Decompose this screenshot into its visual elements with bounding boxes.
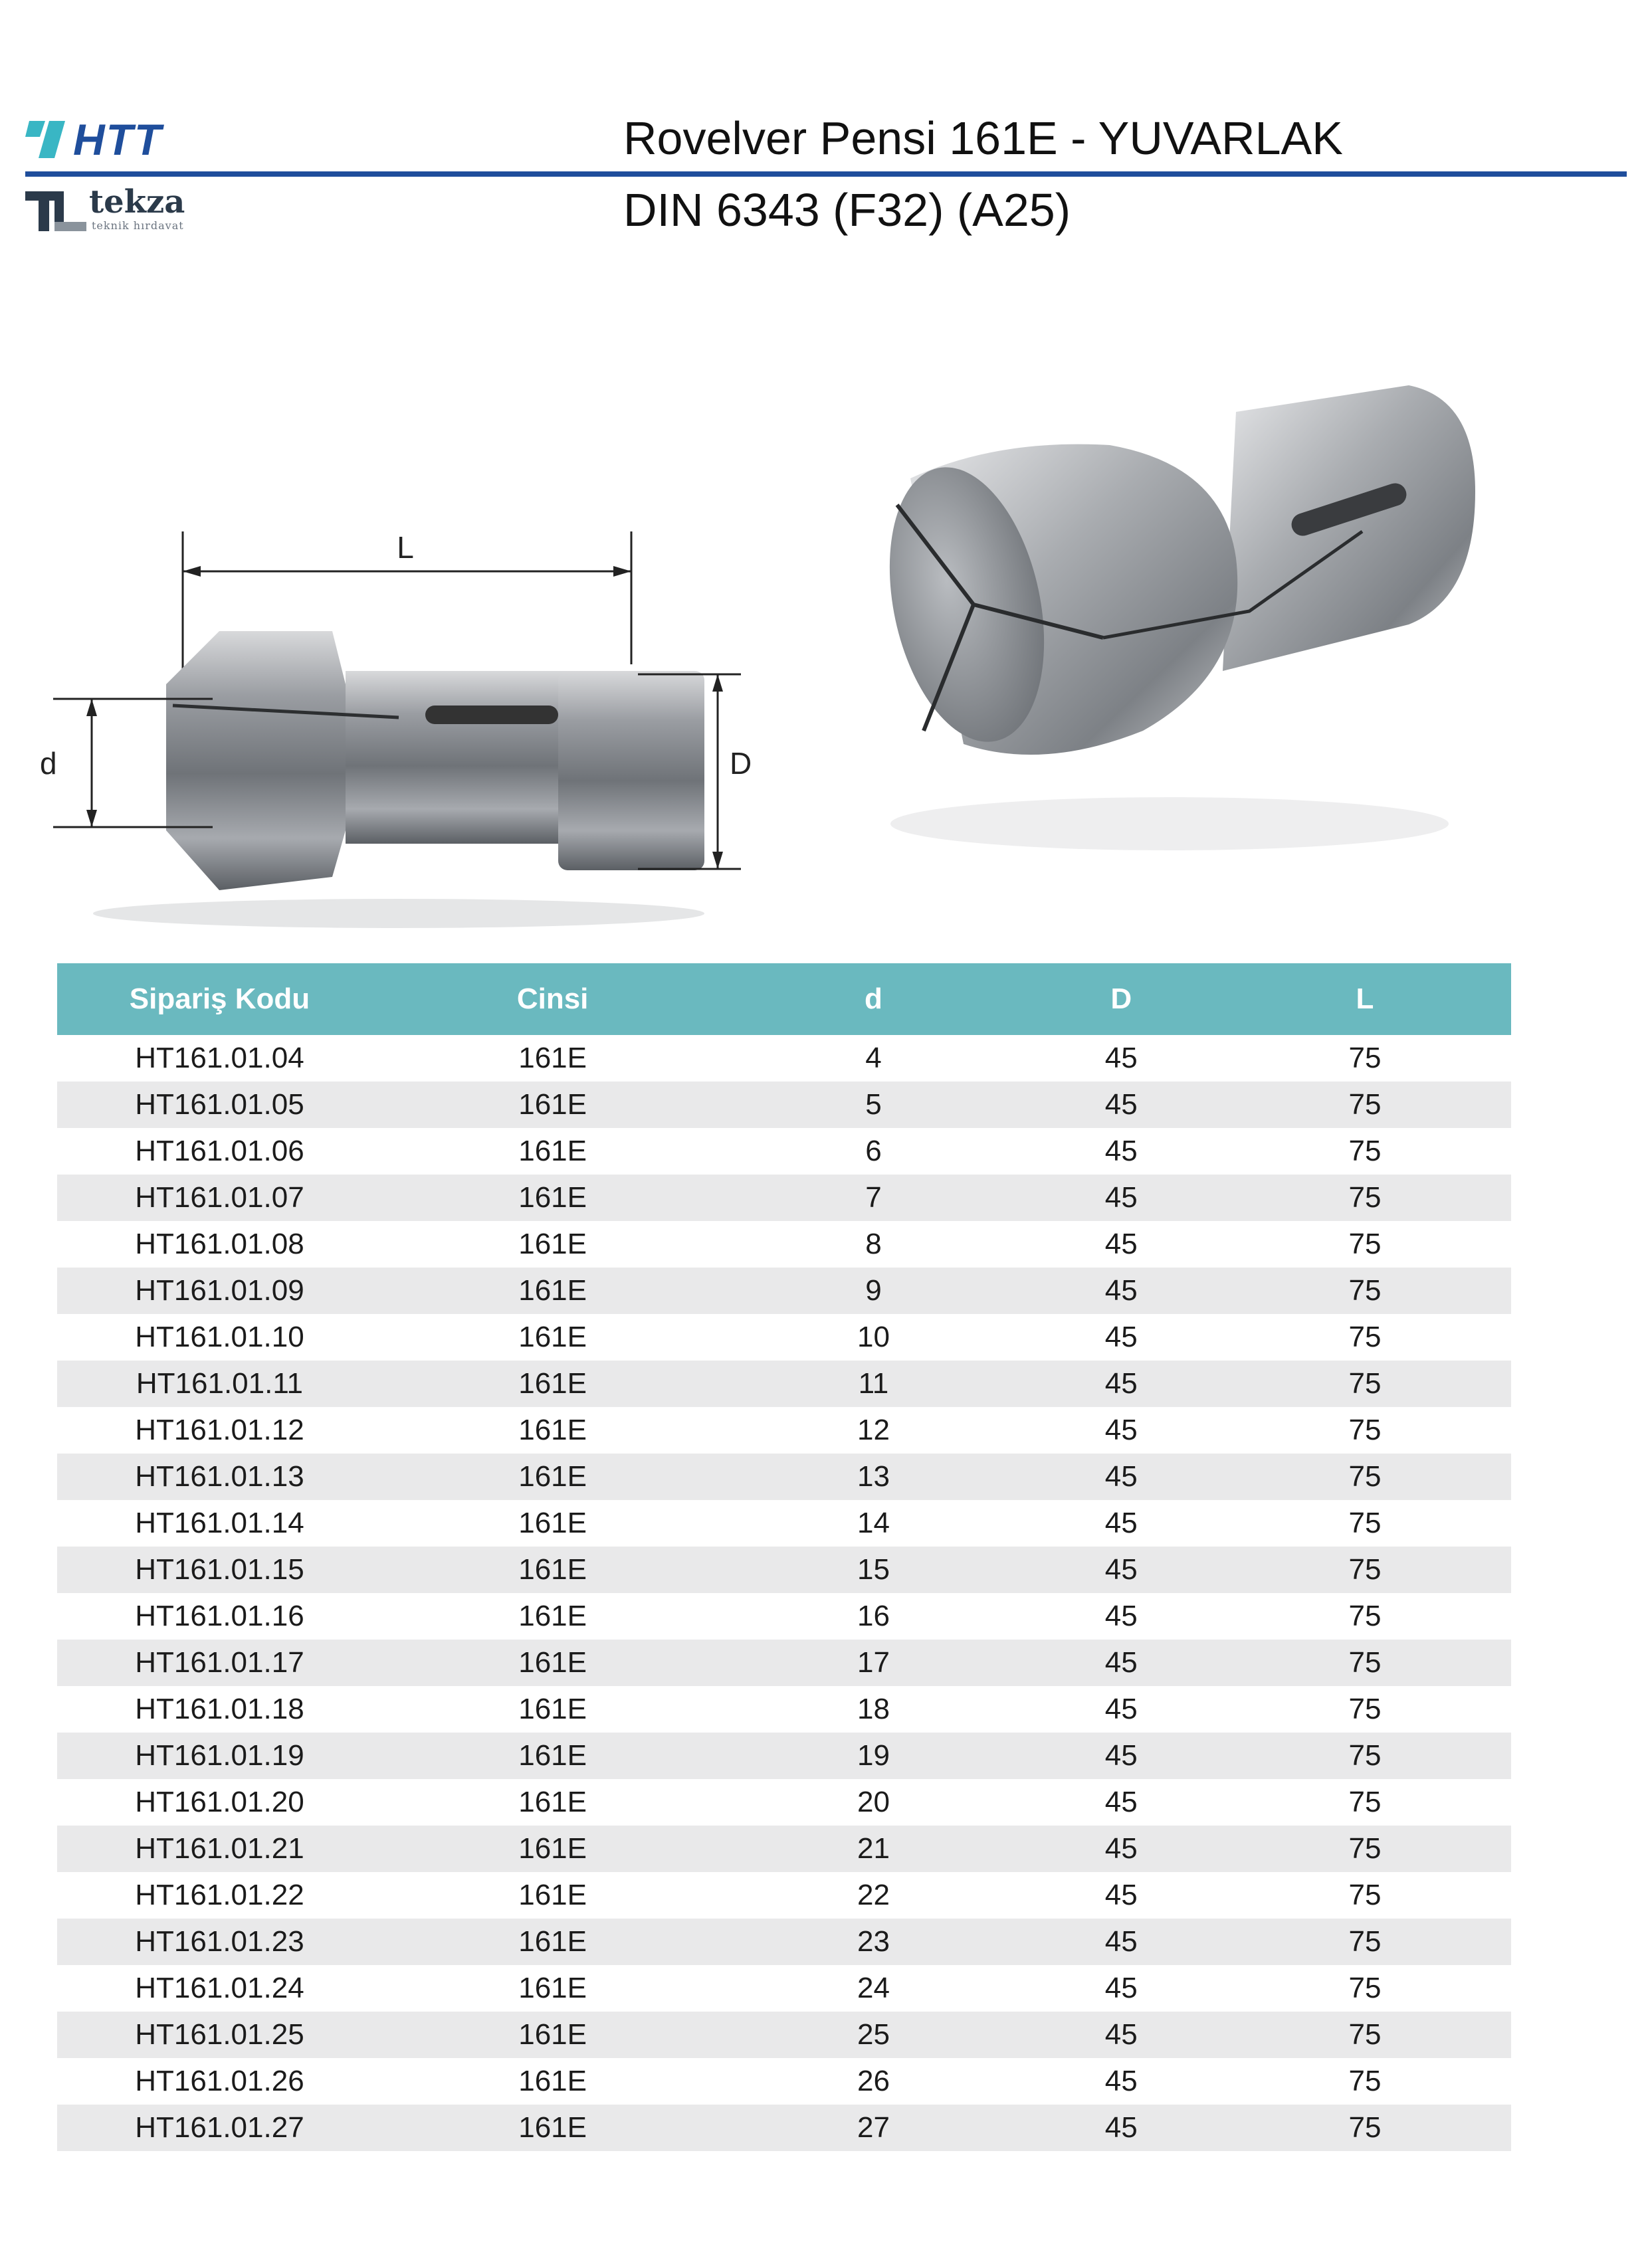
table-row <box>57 1640 1511 1686</box>
table-row <box>57 1826 1511 1872</box>
table-header-row <box>57 963 1511 1035</box>
L-cell: 75 <box>1219 1035 1511 1082</box>
L-cell: 75 <box>1219 1919 1511 1965</box>
order-code-cell: HT161.01.08 <box>57 1221 382 1268</box>
order-code-cell: HT161.01.14 <box>57 1500 382 1547</box>
D-cell: 45 <box>1024 1686 1219 1733</box>
L-cell: 75 <box>1219 1733 1511 1779</box>
D-cell: 45 <box>1024 1919 1219 1965</box>
table-row <box>57 1128 1511 1175</box>
table-row <box>57 1733 1511 1779</box>
d-cell: 25 <box>723 2012 1023 2058</box>
D-cell: 45 <box>1024 1640 1219 1686</box>
table-row <box>57 1268 1511 1314</box>
table-row <box>57 1872 1511 1919</box>
header-divider <box>25 171 1627 177</box>
order-code-cell: HT161.01.24 <box>57 1965 382 2012</box>
collet-dimension-drawing <box>40 518 771 950</box>
L-cell: 75 <box>1219 1826 1511 1872</box>
D-cell: 45 <box>1024 1965 1219 2012</box>
table-row <box>57 2105 1511 2151</box>
L-cell: 75 <box>1219 1686 1511 1733</box>
table-row <box>57 1082 1511 1128</box>
D-cell: 45 <box>1024 1733 1219 1779</box>
type-cell: 161E <box>382 1221 723 1268</box>
order-code-cell: HT161.01.12 <box>57 1407 382 1454</box>
order-code-cell: HT161.01.19 <box>57 1733 382 1779</box>
type-cell: 161E <box>382 1593 723 1640</box>
d-cell: 18 <box>723 1686 1023 1733</box>
D-cell: 45 <box>1024 1779 1219 1826</box>
d-cell: 6 <box>723 1128 1023 1175</box>
D-cell: 45 <box>1024 1361 1219 1407</box>
order-code-cell: HT161.01.16 <box>57 1593 382 1640</box>
tekza-logo-mark <box>25 189 92 234</box>
order-code-cell: HT161.01.15 <box>57 1547 382 1593</box>
L-cell: 75 <box>1219 2012 1511 2058</box>
table-row <box>57 1314 1511 1361</box>
d-cell: 12 <box>723 1407 1023 1454</box>
order-code-cell: HT161.01.26 <box>57 2058 382 2105</box>
L-cell: 75 <box>1219 1128 1511 1175</box>
type-cell: 161E <box>382 2058 723 2105</box>
type-cell: 161E <box>382 1500 723 1547</box>
table-row <box>57 2058 1511 2105</box>
order-code-cell: HT161.01.21 <box>57 1826 382 1872</box>
type-cell: 161E <box>382 1454 723 1500</box>
D-cell: 45 <box>1024 1175 1219 1221</box>
table-header-L: L <box>1219 963 1511 1035</box>
order-code-cell: HT161.01.05 <box>57 1082 382 1128</box>
type-cell: 161E <box>382 1826 723 1872</box>
type-cell: 161E <box>382 1175 723 1221</box>
dimension-label-L: L <box>397 530 414 565</box>
type-cell: 161E <box>382 1779 723 1826</box>
table-row <box>57 1965 1511 2012</box>
D-cell: 45 <box>1024 1454 1219 1500</box>
type-cell: 161E <box>382 1082 723 1128</box>
tekza-logo-subtitle: teknik hırdavat <box>92 219 184 232</box>
D-cell: 45 <box>1024 1035 1219 1082</box>
order-code-cell: HT161.01.22 <box>57 1872 382 1919</box>
type-cell: 161E <box>382 1547 723 1593</box>
L-cell: 75 <box>1219 2105 1511 2151</box>
table-row <box>57 1361 1511 1407</box>
D-cell: 45 <box>1024 1128 1219 1175</box>
dimension-label-d: d <box>40 746 57 781</box>
type-cell: 161E <box>382 1314 723 1361</box>
table-header-D: D <box>1024 963 1219 1035</box>
table-row <box>57 1593 1511 1640</box>
order-code-cell: HT161.01.11 <box>57 1361 382 1407</box>
table-row <box>57 1547 1511 1593</box>
d-cell: 11 <box>723 1361 1023 1407</box>
collet-product-image <box>824 359 1502 864</box>
d-cell: 13 <box>723 1454 1023 1500</box>
order-code-cell: HT161.01.25 <box>57 2012 382 2058</box>
D-cell: 45 <box>1024 1593 1219 1640</box>
table-row <box>57 1175 1511 1221</box>
d-cell: 9 <box>723 1268 1023 1314</box>
D-cell: 45 <box>1024 2058 1219 2105</box>
D-cell: 45 <box>1024 1082 1219 1128</box>
L-cell: 75 <box>1219 1779 1511 1826</box>
L-cell: 75 <box>1219 1547 1511 1593</box>
D-cell: 45 <box>1024 1500 1219 1547</box>
L-cell: 75 <box>1219 1175 1511 1221</box>
d-cell: 7 <box>723 1175 1023 1221</box>
L-cell: 75 <box>1219 1593 1511 1640</box>
table-row <box>57 1779 1511 1826</box>
D-cell: 45 <box>1024 2012 1219 2058</box>
order-code-cell: HT161.01.17 <box>57 1640 382 1686</box>
L-cell: 75 <box>1219 1082 1511 1128</box>
d-cell: 8 <box>723 1221 1023 1268</box>
D-cell: 45 <box>1024 1872 1219 1919</box>
d-cell: 16 <box>723 1593 1023 1640</box>
D-cell: 45 <box>1024 1407 1219 1454</box>
d-cell: 14 <box>723 1500 1023 1547</box>
order-code-cell: HT161.01.20 <box>57 1779 382 1826</box>
table-header-order-code: Sipariş Kodu <box>57 963 382 1035</box>
order-code-cell: HT161.01.07 <box>57 1175 382 1221</box>
L-cell: 75 <box>1219 1221 1511 1268</box>
D-cell: 45 <box>1024 1221 1219 1268</box>
order-code-cell: HT161.01.06 <box>57 1128 382 1175</box>
htt-logo-text: HTT <box>73 115 163 164</box>
table-row <box>57 1454 1511 1500</box>
L-cell: 75 <box>1219 1314 1511 1361</box>
D-cell: 45 <box>1024 1268 1219 1314</box>
d-cell: 20 <box>723 1779 1023 1826</box>
order-code-cell: HT161.01.13 <box>57 1454 382 1500</box>
table-header-d: d <box>723 963 1023 1035</box>
L-cell: 75 <box>1219 1500 1511 1547</box>
type-cell: 161E <box>382 1965 723 2012</box>
D-cell: 45 <box>1024 1547 1219 1593</box>
d-cell: 27 <box>723 2105 1023 2151</box>
type-cell: 161E <box>382 1686 723 1733</box>
D-cell: 45 <box>1024 1826 1219 1872</box>
d-cell: 15 <box>723 1547 1023 1593</box>
D-cell: 45 <box>1024 1314 1219 1361</box>
type-cell: 161E <box>382 1640 723 1686</box>
d-cell: 19 <box>723 1733 1023 1779</box>
L-cell: 75 <box>1219 1965 1511 2012</box>
D-cell: 45 <box>1024 2105 1219 2151</box>
d-cell: 10 <box>723 1314 1023 1361</box>
L-cell: 75 <box>1219 1407 1511 1454</box>
order-code-cell: HT161.01.09 <box>57 1268 382 1314</box>
type-cell: 161E <box>382 2012 723 2058</box>
type-cell: 161E <box>382 1128 723 1175</box>
tekza-logo-text: tekza <box>89 183 185 221</box>
type-cell: 161E <box>382 1733 723 1779</box>
table-row <box>57 1407 1511 1454</box>
order-code-cell: HT161.01.23 <box>57 1919 382 1965</box>
d-cell: 21 <box>723 1826 1023 1872</box>
d-cell: 4 <box>723 1035 1023 1082</box>
product-standard: DIN 6343 (F32) (A25) <box>623 184 1071 236</box>
type-cell: 161E <box>382 1872 723 1919</box>
order-code-cell: HT161.01.18 <box>57 1686 382 1733</box>
type-cell: 161E <box>382 1361 723 1407</box>
table-header-type: Cinsi <box>382 963 723 1035</box>
table-row <box>57 1686 1511 1733</box>
table-row <box>57 1500 1511 1547</box>
d-cell: 22 <box>723 1872 1023 1919</box>
L-cell: 75 <box>1219 2058 1511 2105</box>
d-cell: 17 <box>723 1640 1023 1686</box>
dimension-label-D: D <box>730 746 752 781</box>
table-row <box>57 1035 1511 1082</box>
spec-table <box>57 963 1511 2151</box>
type-cell: 161E <box>382 1035 723 1082</box>
table-row <box>57 2012 1511 2058</box>
d-cell: 23 <box>723 1919 1023 1965</box>
type-cell: 161E <box>382 1919 723 1965</box>
d-cell: 24 <box>723 1965 1023 2012</box>
type-cell: 161E <box>382 1268 723 1314</box>
table-row <box>57 1221 1511 1268</box>
L-cell: 75 <box>1219 1640 1511 1686</box>
d-cell: 26 <box>723 2058 1023 2105</box>
order-code-cell: HT161.01.04 <box>57 1035 382 1082</box>
product-title: Rovelver Pensi 161E - YUVARLAK <box>623 112 1343 164</box>
type-cell: 161E <box>382 1407 723 1454</box>
L-cell: 75 <box>1219 1361 1511 1407</box>
table-row <box>57 1919 1511 1965</box>
L-cell: 75 <box>1219 1268 1511 1314</box>
L-cell: 75 <box>1219 1872 1511 1919</box>
d-cell: 5 <box>723 1082 1023 1128</box>
L-cell: 75 <box>1219 1454 1511 1500</box>
type-cell: 161E <box>382 2105 723 2151</box>
order-code-cell: HT161.01.10 <box>57 1314 382 1361</box>
order-code-cell: HT161.01.27 <box>57 2105 382 2151</box>
